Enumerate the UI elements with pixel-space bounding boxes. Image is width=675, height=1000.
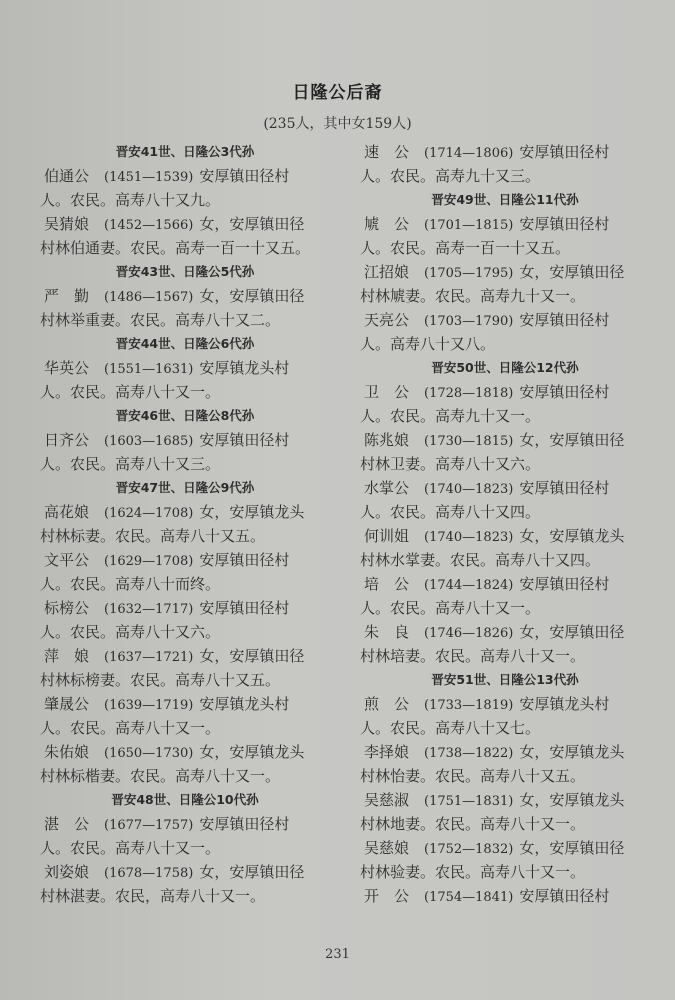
life-years: (1551—1631) bbox=[104, 362, 194, 377]
entry-text-continued: 村林举重妻。农民。高寿八十又二。 bbox=[40, 311, 281, 329]
person-name: 江招娘 bbox=[364, 263, 410, 281]
entry-text-continued: 人。农民。高寿八十而终。 bbox=[40, 575, 221, 593]
entry-text-start: 女，安厚镇田径 bbox=[199, 863, 305, 881]
entry-text-continued: 村林水掌妻。农民。高寿八十又四。 bbox=[360, 551, 601, 569]
entry-text-continued: 人。农民。高寿九十又一。 bbox=[360, 407, 541, 425]
entry-text-continued: 人。农民。高寿八十又一。 bbox=[40, 839, 221, 857]
person-name: 湛 公 bbox=[44, 815, 90, 833]
life-years: (1754—1841) bbox=[424, 890, 514, 905]
page-number: 231 bbox=[325, 947, 350, 962]
genealogy-entry bbox=[40, 284, 330, 332]
genealogy-entry bbox=[360, 788, 650, 836]
entry-text-continued: 村林伯通妻。农民。高寿一百一十又五。 bbox=[40, 239, 311, 257]
genealogy-entry bbox=[360, 140, 650, 188]
entry-text-continued: 村林卫妻。高寿八十又六。 bbox=[360, 455, 541, 473]
entry-text-start: 安厚镇田径村 bbox=[199, 431, 290, 449]
generation-heading: 晋安44世、日隆公6代孙 bbox=[115, 336, 255, 351]
entry-text-continued: 村林培妻。农民。高寿八十又一。 bbox=[360, 647, 586, 665]
person-name: 文平公 bbox=[44, 551, 90, 569]
genealogy-entry bbox=[360, 884, 650, 908]
page-subtitle: (235人，其中女159人) bbox=[263, 116, 412, 132]
person-name: 伯通公 bbox=[44, 167, 90, 185]
entry-first-line bbox=[360, 260, 650, 284]
person-name: 速 公 bbox=[364, 143, 410, 161]
entry-first-line bbox=[360, 740, 650, 764]
generation-heading: 晋安47世、日隆公9代孙 bbox=[115, 480, 255, 495]
life-years: (1752—1832) bbox=[424, 842, 514, 857]
life-years: (1452—1566) bbox=[104, 218, 194, 233]
genealogy-entry bbox=[360, 476, 650, 524]
person-name: 朱 良 bbox=[364, 623, 410, 641]
entry-text-start: 女，安厚镇龙头 bbox=[199, 503, 305, 521]
entry-text-start: 女，安厚镇龙头 bbox=[519, 791, 625, 809]
entry-text-continued: 人。高寿八十又八。 bbox=[360, 335, 496, 353]
entry-text-continued: 村林地妻。农民。高寿八十又一。 bbox=[360, 815, 586, 833]
entry-text-start: 女，安厚镇龙头 bbox=[519, 743, 625, 761]
entry-text-start: 女，安厚镇田径 bbox=[519, 263, 625, 281]
life-years: (1703—1790) bbox=[424, 314, 514, 329]
genealogy-entry bbox=[40, 692, 330, 740]
life-years: (1730—1815) bbox=[424, 434, 514, 449]
entry-text-start: 安厚镇龙头村 bbox=[519, 695, 610, 713]
life-years: (1451—1539) bbox=[104, 170, 194, 185]
life-years: (1701—1815) bbox=[424, 218, 514, 233]
life-years: (1733—1819) bbox=[424, 698, 514, 713]
entry-first-line bbox=[40, 284, 330, 308]
person-name: 虓 公 bbox=[364, 215, 410, 233]
life-years: (1486—1567) bbox=[104, 290, 194, 305]
person-name: 萍 娘 bbox=[44, 647, 90, 665]
entry-first-line bbox=[360, 692, 650, 716]
entry-first-line bbox=[40, 596, 330, 620]
life-years: (1744—1824) bbox=[424, 578, 514, 593]
entry-first-line bbox=[360, 572, 650, 596]
person-name: 严 勤 bbox=[44, 287, 90, 305]
page-header bbox=[0, 78, 675, 133]
entry-text-continued: 村林湛妻。农民，高寿八十又一。 bbox=[40, 887, 266, 905]
genealogy-entry bbox=[40, 596, 330, 644]
genealogy-entry bbox=[360, 836, 650, 884]
entry-text-start: 安厚镇田径村 bbox=[519, 383, 610, 401]
entry-text-start: 女，安厚镇田径 bbox=[199, 215, 305, 233]
entry-text-continued: 村林标妻。农民。高寿八十又五。 bbox=[40, 527, 266, 545]
genealogy-entry bbox=[40, 860, 330, 908]
entry-text-continued: 人。农民。高寿八十又六。 bbox=[40, 623, 221, 641]
life-years: (1629—1708) bbox=[104, 554, 194, 569]
entry-text-start: 女，安厚镇田径 bbox=[519, 839, 625, 857]
person-name: 何训姐 bbox=[364, 527, 410, 545]
entry-text-continued: 人。农民。高寿八十又七。 bbox=[360, 719, 541, 737]
right-column bbox=[360, 140, 650, 908]
entry-text-start: 安厚镇龙头村 bbox=[199, 695, 290, 713]
generation-heading: 晋安50世、日隆公12代孙 bbox=[431, 360, 579, 375]
entry-first-line bbox=[360, 212, 650, 236]
life-years: (1714—1806) bbox=[424, 146, 514, 161]
entry-text-continued: 村林标榜妻。农民。高寿八十又五。 bbox=[40, 671, 281, 689]
person-name: 吴慈淑 bbox=[364, 791, 410, 809]
generation-heading: 晋安43世、日隆公5代孙 bbox=[115, 264, 255, 279]
entry-text-start: 女，安厚镇龙头 bbox=[519, 527, 625, 545]
life-years: (1632—1717) bbox=[104, 602, 194, 617]
entry-first-line bbox=[360, 380, 650, 404]
genealogy-entry bbox=[40, 644, 330, 692]
life-years: (1705—1795) bbox=[424, 266, 514, 281]
person-name: 刘姿娘 bbox=[44, 863, 90, 881]
person-name: 开 公 bbox=[364, 887, 410, 905]
entry-text-continued: 村林虓妻。农民。高寿九十又一。 bbox=[360, 287, 586, 305]
generation-heading: 晋安46世、日隆公8代孙 bbox=[115, 408, 255, 423]
person-name: 肇晟公 bbox=[44, 695, 90, 713]
person-name: 卫 公 bbox=[364, 383, 410, 401]
entry-first-line bbox=[40, 692, 330, 716]
person-name: 吴慈娘 bbox=[364, 839, 410, 857]
left-column bbox=[40, 140, 330, 908]
person-name: 陈兆娘 bbox=[364, 431, 410, 449]
genealogy-entry bbox=[360, 260, 650, 308]
entry-text-continued: 村林验妻。农民。高寿八十又一。 bbox=[360, 863, 586, 881]
genealogy-entry bbox=[40, 740, 330, 788]
entry-first-line bbox=[40, 164, 330, 188]
life-years: (1740—1823) bbox=[424, 530, 514, 545]
entry-text-start: 安厚镇田径村 bbox=[519, 575, 610, 593]
person-name: 标榜公 bbox=[44, 599, 90, 617]
genealogy-entry bbox=[360, 740, 650, 788]
entry-text-start: 安厚镇田径村 bbox=[519, 311, 610, 329]
genealogy-entry bbox=[360, 428, 650, 476]
entry-text-start: 安厚镇田径村 bbox=[199, 551, 290, 569]
entry-text-start: 安厚镇田径村 bbox=[519, 479, 610, 497]
genealogy-entry bbox=[40, 428, 330, 476]
entry-first-line bbox=[360, 476, 650, 500]
genealogy-entry bbox=[40, 212, 330, 260]
genealogy-entry bbox=[40, 356, 330, 404]
person-name: 天亮公 bbox=[364, 311, 410, 329]
genealogy-entry bbox=[40, 164, 330, 212]
person-name: 培 公 bbox=[364, 575, 410, 593]
genealogy-entry bbox=[360, 308, 650, 356]
life-years: (1650—1730) bbox=[104, 746, 194, 761]
entry-text-continued: 人。农民。高寿一百一十又五。 bbox=[360, 239, 571, 257]
person-name: 李择娘 bbox=[364, 743, 410, 761]
entry-text-start: 安厚镇田径村 bbox=[519, 143, 610, 161]
genealogy-entry bbox=[40, 548, 330, 596]
entry-first-line bbox=[360, 428, 650, 452]
entry-text-continued: 人。农民。高寿八十又一。 bbox=[40, 383, 221, 401]
person-name: 吴猜娘 bbox=[44, 215, 90, 233]
life-years: (1728—1818) bbox=[424, 386, 514, 401]
genealogy-entry bbox=[360, 212, 650, 260]
person-name: 煎 公 bbox=[364, 695, 410, 713]
entry-first-line bbox=[360, 620, 650, 644]
life-years: (1624—1708) bbox=[104, 506, 194, 521]
entry-first-line bbox=[40, 500, 330, 524]
entry-text-start: 女，安厚镇田径 bbox=[519, 623, 625, 641]
life-years: (1738—1822) bbox=[424, 746, 514, 761]
entry-first-line bbox=[360, 140, 650, 164]
page-title: 日隆公后裔 bbox=[292, 83, 383, 103]
entry-text-start: 安厚镇田径村 bbox=[519, 887, 610, 905]
entry-text-continued: 村林怡妻。农民。高寿八十又五。 bbox=[360, 767, 586, 785]
entry-first-line bbox=[360, 308, 650, 332]
life-years: (1751—1831) bbox=[424, 794, 514, 809]
person-name: 朱佑娘 bbox=[44, 743, 90, 761]
entry-first-line bbox=[40, 428, 330, 452]
entry-text-start: 安厚镇田径村 bbox=[519, 215, 610, 233]
generation-heading: 晋安51世、日隆公13代孙 bbox=[431, 672, 579, 687]
entry-first-line bbox=[40, 644, 330, 668]
genealogy-entry bbox=[360, 380, 650, 428]
entry-text-start: 安厚镇田径村 bbox=[199, 599, 290, 617]
entry-first-line bbox=[40, 812, 330, 836]
entry-first-line bbox=[40, 212, 330, 236]
entry-text-continued: 人。农民。高寿八十又四。 bbox=[360, 503, 541, 521]
entry-first-line bbox=[360, 884, 650, 908]
person-name: 日齐公 bbox=[44, 431, 90, 449]
person-name: 高花娘 bbox=[44, 503, 90, 521]
person-name: 华英公 bbox=[44, 359, 90, 377]
entry-text-start: 女，安厚镇龙头 bbox=[199, 743, 305, 761]
entry-first-line bbox=[360, 836, 650, 860]
life-years: (1603—1685) bbox=[104, 434, 194, 449]
life-years: (1677—1757) bbox=[104, 818, 194, 833]
entry-first-line bbox=[40, 740, 330, 764]
entry-first-line bbox=[360, 524, 650, 548]
entry-text-start: 女，安厚镇田径 bbox=[199, 287, 305, 305]
life-years: (1740—1823) bbox=[424, 482, 514, 497]
entry-text-start: 女，安厚镇田径 bbox=[199, 647, 305, 665]
life-years: (1746—1826) bbox=[424, 626, 514, 641]
entry-text-start: 女，安厚镇田径 bbox=[519, 431, 625, 449]
generation-heading: 晋安48世、日隆公10代孙 bbox=[111, 792, 259, 807]
entry-first-line bbox=[40, 860, 330, 884]
generation-heading: 晋安49世、日隆公11代孙 bbox=[431, 192, 579, 207]
genealogy-entry bbox=[360, 524, 650, 572]
life-years: (1637—1721) bbox=[104, 650, 194, 665]
entry-first-line bbox=[40, 356, 330, 380]
genealogy-entry bbox=[360, 620, 650, 668]
life-years: (1678—1758) bbox=[104, 866, 194, 881]
person-name: 水掌公 bbox=[364, 479, 410, 497]
entry-text-continued: 村林标楷妻。农民。高寿八十又一。 bbox=[40, 767, 281, 785]
entry-text-continued: 人。农民。高寿九十又三。 bbox=[360, 167, 541, 185]
entry-first-line bbox=[360, 788, 650, 812]
entry-text-start: 安厚镇田径村 bbox=[199, 167, 290, 185]
entry-text-continued: 人。农民。高寿八十又三。 bbox=[40, 455, 221, 473]
life-years: (1639—1719) bbox=[104, 698, 194, 713]
generation-heading: 晋安41世、日隆公3代孙 bbox=[115, 144, 255, 159]
genealogy-entry bbox=[360, 692, 650, 740]
genealogy-entry bbox=[40, 812, 330, 860]
entry-text-continued: 人。农民。高寿八十又一。 bbox=[360, 599, 541, 617]
entry-text-start: 安厚镇田径村 bbox=[199, 815, 290, 833]
entry-first-line bbox=[40, 548, 330, 572]
entry-text-continued: 人。农民。高寿八十又一。 bbox=[40, 719, 221, 737]
genealogy-entry bbox=[360, 572, 650, 620]
entry-text-start: 安厚镇龙头村 bbox=[199, 359, 290, 377]
entry-text-continued: 人。农民。高寿八十又九。 bbox=[40, 191, 221, 209]
genealogy-entry bbox=[40, 500, 330, 548]
